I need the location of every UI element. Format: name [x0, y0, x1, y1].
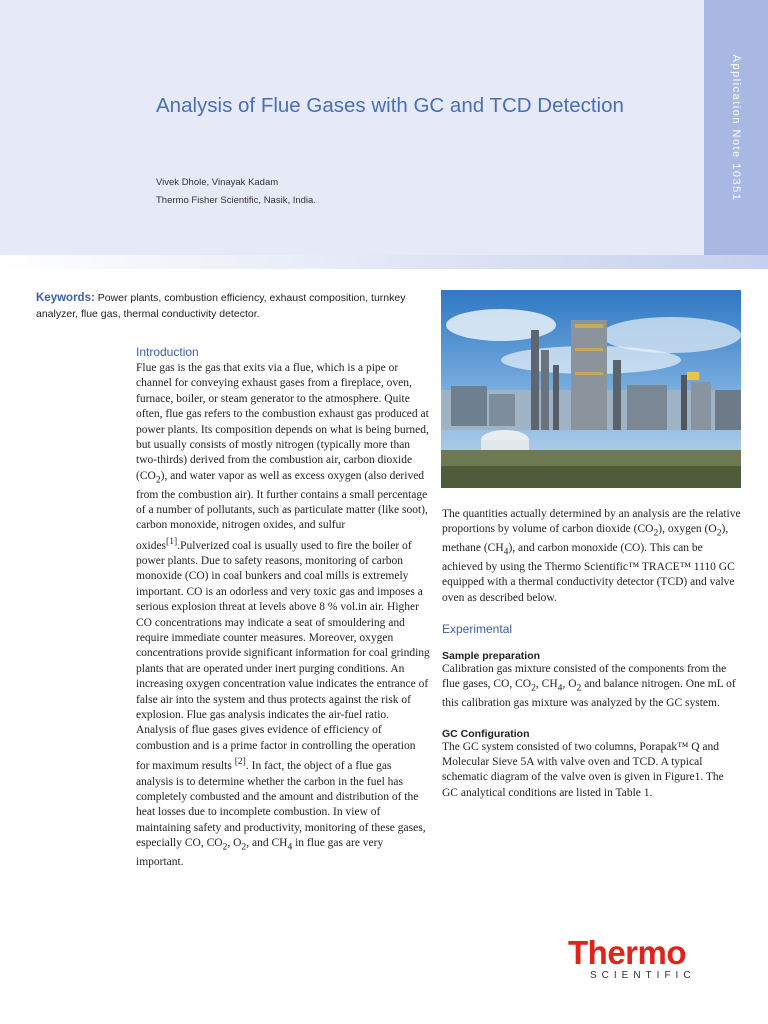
subscript: 2: [653, 527, 659, 539]
gc-configuration-heading: GC Configuration: [442, 727, 530, 740]
power-plant-photo: [441, 290, 741, 488]
subscript: 2: [155, 474, 161, 486]
intro-text-5: , O: [227, 837, 242, 850]
quantities-text-4: ), and carbon monoxide (CO). This can be achieved by using the Thermo Scientific™ TRACE™ 1110 GC equipped with a thermal conductivity detector (TCD) and valve oven as described below.: [442, 542, 735, 604]
sample-text-1: Calibration gas mixture consisted of the components from the flue gases, CO, CO: [442, 663, 727, 691]
introduction-column: [136, 345, 431, 870]
intro-text-4: . In fact, the object of a flue gas analysis is to determine whether the carbon in the fuel has completely combusted and the amount and distribution of the heat losses due to incomplete combustion. In view of maintaining safety and productivity, monitoring of these gases, especially CO, CO: [136, 760, 426, 850]
intro-text-2: ), and water vapor as well as excess oxygen (also derived from the combustion air). It further contains a small percentage of a number of pollutants, such as particulate matter (like soot), carbon monoxide, nitrogen oxides, and sulfur oxides: [136, 469, 428, 552]
gc-configuration-paragraph: The GC system consisted of two columns, Porapak™ Q and Molecular Sieve 5A with valve oven and TCD. A typical schematic diagram of the valve oven is given in Figure1. The GC analytical conditions are listed in Table 1.: [442, 740, 724, 799]
subscript: 2: [222, 841, 228, 853]
subscript: 2: [576, 682, 582, 694]
reference-1: [1]: [166, 535, 178, 547]
sample-preparation-heading: Sample preparation: [442, 650, 541, 663]
quantities-text-2: ), oxygen (O: [658, 523, 717, 536]
sample-text-3: , O: [562, 678, 577, 691]
subscript: 4: [557, 682, 563, 694]
sample-text-4: and balance nitrogen. One mL of this calibration gas mixture was analyzed by the GC system.: [442, 678, 736, 710]
thermo-scientific-logo: [568, 936, 696, 982]
subscript: 2: [716, 527, 722, 539]
sample-text-2: , CH: [535, 678, 558, 691]
quantities-text-1: The quantities actually determined by an analysis are the relative proportions by volume of carbon dioxide (CO: [442, 508, 741, 536]
keywords-text: Power plants, combustion efficiency, exhaust composition, turnkey analyzer, flue gas, thermal conductivity detector.: [36, 292, 406, 320]
intro-text-1: Flue gas is the gas that exits via a flue, which is a pipe or channel for conveying exhaust gases from a fireplace, oven, furnace, boiler, or steam generator to the atmosphere. Quite often, flue gas refers to the combustion exhaust gas produced at power plants. Its composition depends on what is being burned, but usually consists of mostly nitrogen (typically more than two-thirds) derived from the combustion air, carbon dioxide (CO: [136, 362, 429, 482]
experimental-heading: Experimental: [442, 622, 513, 637]
author-block: [156, 174, 316, 210]
quantities-text-3: ), methane (CH: [442, 523, 729, 555]
introduction-paragraph: [136, 361, 431, 870]
sample-preparation-paragraph: [442, 662, 742, 712]
page-title: Analysis of Flue Gases with GC and TCD Detection: [156, 94, 624, 117]
header-band: [0, 0, 704, 255]
subscript: 2: [241, 841, 247, 853]
subscript: 4: [503, 546, 509, 558]
intro-text-6: , and CH: [246, 837, 288, 850]
intro-text-3: .Pulverized coal is usually used to fire the boiler of power plants. Due to safety reasons, monitoring of carbon monoxide (CO) in coal bunkers and coal mills is extremely important. CO is an odorless and very toxic gas and imposes a serious explosion threat at levels above 8 % vol.in air. Higher CO concentrations may indicate a seat of smouldering and require immediate counter measures. Moreover, oxygen concentrations provide significant information for coal grinding plants that are operated under inert purging conditions. An increasing oxygen concentration value indicates the entrance of false air into the system and thus protects against the risk of explosion. Flue gas analysis indicates the air-fuel ratio. Analysis of flue gases gives evidence of efficiency of combustion and is a prime factor in controlling the operation for maximum results: [136, 539, 430, 773]
subscript: 2: [531, 682, 536, 694]
affiliation: Thermo Fisher Scientific, Nasik, India.: [156, 195, 316, 206]
keywords-label: Keywords:: [36, 292, 95, 304]
keywords: [36, 290, 416, 322]
logo-wordmark: Thermo: [568, 934, 687, 971]
quantities-paragraph: [442, 507, 742, 606]
logo-subtitle: SCIENTIFIC: [590, 970, 696, 981]
right-column: [442, 507, 742, 801]
intro-text-7: in flue gas are very important.: [136, 837, 384, 868]
introduction-heading: Introduction: [136, 345, 199, 359]
application-note-label: Application Note 10351: [730, 54, 742, 202]
header-divider: [0, 255, 768, 269]
reference-2: [2]: [234, 756, 246, 768]
authors: Vivek Dhole, Vinayak Kadam: [156, 177, 279, 188]
subscript: 4: [287, 841, 293, 853]
